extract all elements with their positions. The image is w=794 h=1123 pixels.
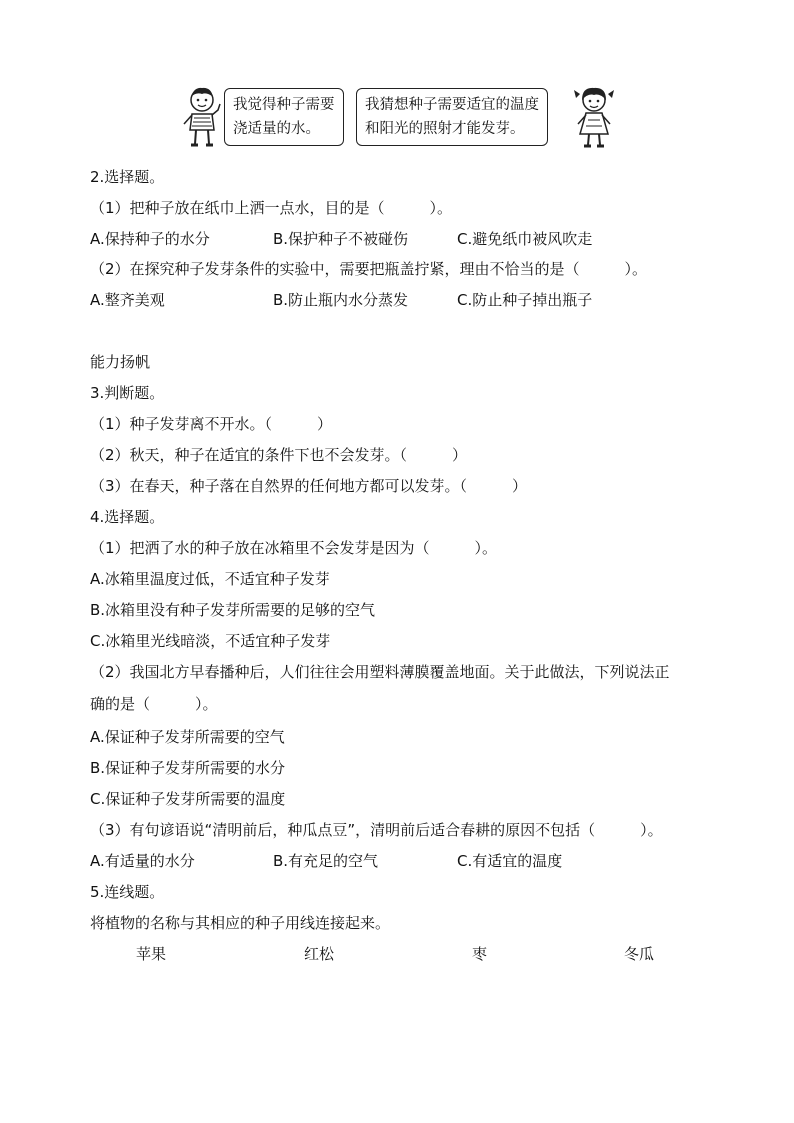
question-3-item: （2）秋天，种子在适宜的条件下也不会发芽。（ ） (90, 446, 468, 464)
option-c: C.避免纸巾被风吹走 (457, 230, 593, 248)
question-3-title: 3.判断题。 (90, 384, 165, 402)
option-b: B.防止瓶内水分蒸发 (273, 291, 409, 309)
speech-line: 和阳光的照射才能发芽。 (365, 121, 525, 137)
speech-bubble-boy (224, 88, 344, 146)
option-a: A.保证种子发芽所需要的空气 (90, 728, 285, 746)
question-2-2-stem: （2）在探究种子发芽条件的实验中，需要把瓶盖拧紧，理由不恰当的是（ ）。 (90, 260, 648, 278)
girl-figure-icon (570, 84, 618, 150)
speech-line: 我猜想种子需要适宜的温度 (365, 97, 539, 113)
plant-name: 冬瓜 (624, 945, 655, 963)
option-b: B.冰箱里没有种子发芽所需要的足够的空气 (90, 601, 376, 619)
option-a: A.冰箱里温度过低，不适宜种子发芽 (90, 570, 330, 588)
speech-line: 我觉得种子需要 (233, 97, 335, 113)
speech-line: 浇适量的水。 (233, 121, 320, 137)
option-a: A.保持种子的水分 (90, 230, 210, 248)
option-c: C.有适宜的温度 (457, 852, 563, 870)
question-3-item: （1）种子发芽离不开水。（ ） (90, 415, 333, 433)
question-2-title: 2.选择题。 (90, 168, 165, 186)
plant-name: 枣 (472, 945, 488, 963)
question-5-instruction: 将植物的名称与其相应的种子用线连接起来。 (90, 914, 391, 932)
question-4-2-stem: （2）我国北方早春播种后，人们往往会用塑料薄膜覆盖地面。关于此做法，下列说法正 (90, 663, 670, 681)
option-a: A.有适量的水分 (90, 852, 195, 870)
question-3-item: （3）在春天，种子落在自然界的任何地方都可以发芽。（ ） (90, 477, 528, 495)
question-5-title: 5.连线题。 (90, 883, 165, 901)
question-4-1-stem: （1）把洒了水的种子放在冰箱里不会发芽是因为（ ）。 (90, 539, 498, 557)
question-4-title: 4.选择题。 (90, 508, 165, 526)
option-c: C.冰箱里光线暗淡，不适宜种子发芽 (90, 632, 331, 650)
boy-figure-icon (180, 84, 224, 150)
plant-name: 红松 (304, 945, 335, 963)
option-a: A.整齐美观 (90, 291, 165, 309)
plant-name: 苹果 (136, 945, 167, 963)
section-heading: 能力扬帆 (90, 353, 151, 371)
speech-bubble-girl (356, 88, 548, 146)
option-b: B.有充足的空气 (273, 852, 379, 870)
option-b: B.保证种子发芽所需要的水分 (90, 759, 286, 777)
question-4-3-stem: （3）有句谚语说“清明前后，种瓜点豆”，清明前后适合春耕的原因不包括（ ）。 (90, 821, 663, 839)
question-4-2-stem-cont: 确的是（ ）。 (90, 695, 218, 713)
option-c: C.防止种子掉出瓶子 (457, 291, 593, 309)
illustration (180, 84, 620, 150)
option-b: B.保护种子不被碰伤 (273, 230, 409, 248)
option-c: C.保证种子发芽所需要的温度 (90, 790, 286, 808)
question-2-1-stem: （1）把种子放在纸巾上洒一点水，目的是（ ）。 (90, 199, 453, 217)
